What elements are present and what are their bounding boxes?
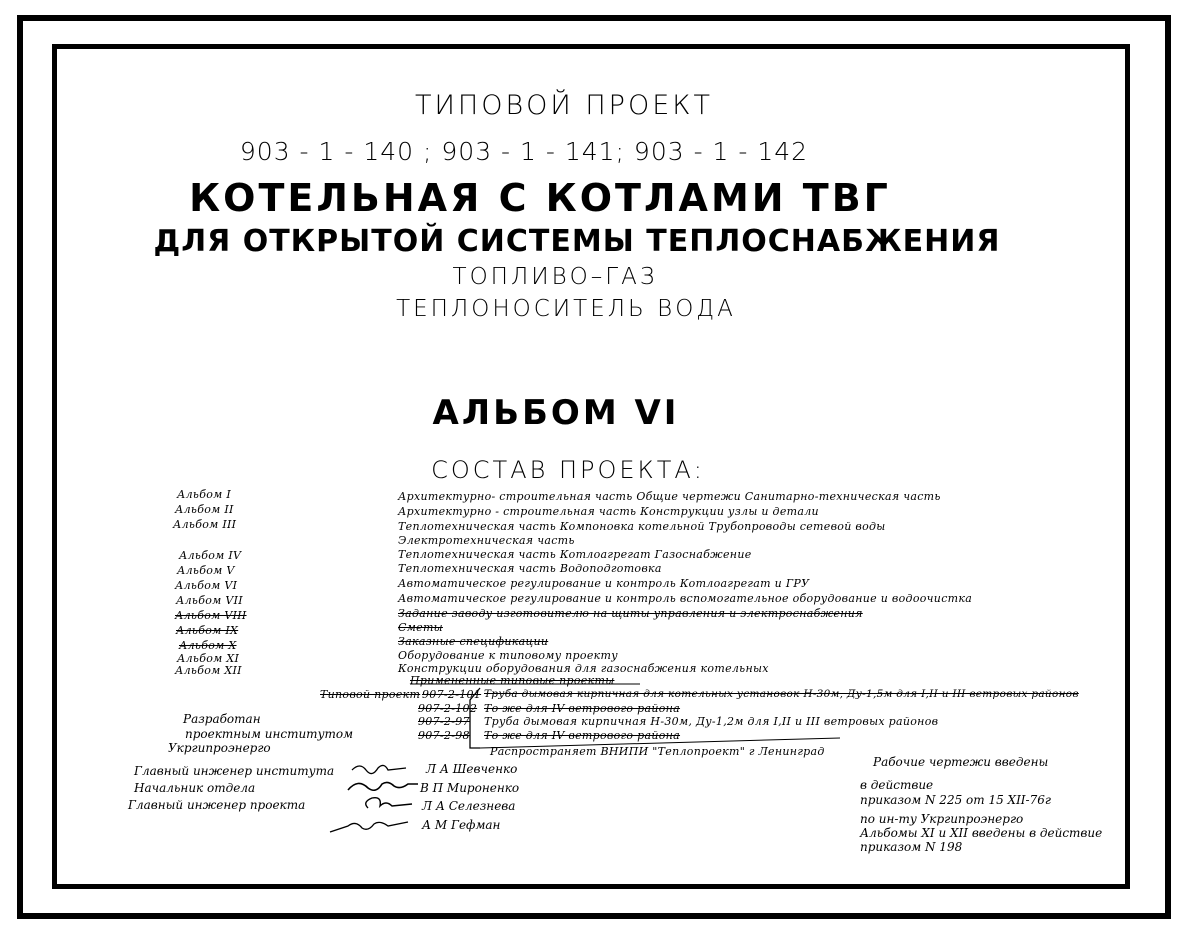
- distributor-note: Распространяет ВНИПИ "Теплопроект" г Ленинград: [490, 745, 825, 758]
- composition-item: Теплотехническая часть Котлоагрегат Газоснабжение: [398, 548, 752, 561]
- album-label-item: Альбом X: [179, 639, 237, 652]
- composition-item: Сметы: [398, 621, 443, 634]
- developer-line-1: Разработан: [183, 712, 261, 726]
- applied-code: 907-2-98: [418, 729, 470, 742]
- approval-line: Альбомы XI и XII введены в действие: [860, 826, 1103, 840]
- approval-line: приказом N 225 от 15 XII-76г: [860, 793, 1051, 807]
- signature-role: Главный инженер проекта: [128, 798, 306, 812]
- applied-code: 907-2-97: [418, 715, 470, 728]
- developer-line-3: Укргипроэнерго: [168, 741, 271, 755]
- composition-item: Архитектурно - строительная часть Конструкции узлы и детали: [398, 505, 819, 518]
- composition-item: Архитектурно- строительная часть Общие чертежи Санитарно-техническая часть: [398, 490, 941, 503]
- signature-name: В П Мироненко: [420, 781, 520, 795]
- album-label-item: Альбом III: [173, 518, 237, 531]
- album-label-item: Альбом V: [177, 564, 235, 577]
- signature-name: Л А Шевченко: [426, 762, 518, 776]
- applied-text: Труба дымовая кирпичная Н-30м, Ду-1,2м для I,II и III ветровых районов: [484, 715, 939, 728]
- applied-code: 907-2-102: [418, 702, 478, 715]
- album-label-item: Альбом IX: [176, 624, 239, 637]
- approval-line: Рабочие чертежи введены: [873, 755, 1049, 769]
- signature-role: Начальник отдела: [134, 781, 256, 795]
- album-label-item: Альбом XII: [175, 664, 242, 677]
- applied-text: Труба дымовая кирпичная для котельных установок Н-30м, Ду-1,5м для I,II и III ветровых районов: [484, 688, 1079, 700]
- fuel-line: ТОПЛИВО–ГАЗ: [452, 264, 658, 290]
- project-numbers: 903 - 1 - 140 ; 903 - 1 - 141; 903 - 1 - 142: [239, 137, 809, 166]
- applied-text: То же для IV ветрового района: [484, 702, 681, 715]
- signature-name: А М Гефман: [422, 818, 501, 832]
- album-label-item: Альбом XI: [177, 652, 240, 665]
- applied-text: То же для IV ветрового района: [484, 729, 681, 742]
- title-line-1: КОТЕЛЬНАЯ С КОТЛАМИ ТВГ: [189, 176, 891, 220]
- title-line-2: ДЛЯ ОТКРЫТОЙ СИСТЕМЫ ТЕПЛОСНАБЖЕНИЯ: [153, 224, 1001, 259]
- applied-code: 907-2-101: [422, 688, 482, 701]
- composition-item: Теплотехническая часть Компоновка котельной Трубопроводы сетевой воды: [398, 520, 886, 533]
- composition-item: Автоматическое регулирование и контроль Котлоагрегат и ГРУ: [398, 577, 810, 590]
- album-label-item: Альбом VI: [175, 579, 238, 592]
- album-label-item: Альбом VIII: [175, 609, 247, 622]
- composition-item: Автоматическое регулирование и контроль вспомогательное оборудование и водоочистка: [398, 592, 973, 605]
- applied-prefix: Типовой проект: [320, 688, 421, 701]
- composition-item: Конструкции оборудования для газоснабжения котельных: [398, 662, 769, 675]
- composition-item: Примененные типовые проекты: [410, 674, 615, 687]
- composition-item: Оборудование к типовому проекту: [398, 649, 618, 662]
- composition-item: Электротехническая часть: [398, 534, 575, 547]
- album-label-item: Альбом I: [177, 488, 232, 501]
- developer-line-2: проектным институтом: [185, 727, 354, 741]
- carrier-line: ТЕПЛОНОСИТЕЛЬ ВОДА: [396, 296, 736, 322]
- approval-line: в действие: [860, 778, 934, 792]
- composition-item: Задание заводу изготовителю на щиты управления и электроснабжения: [398, 607, 863, 620]
- approval-line: приказом N 198: [860, 840, 963, 854]
- signature-role: Главный инженер института: [134, 764, 335, 778]
- composition-heading: СОСТАВ ПРОЕКТА:: [431, 456, 705, 484]
- album-label: АЛЬБОМ VI: [432, 393, 680, 433]
- composition-item: Теплотехническая часть Водоподготовка: [398, 562, 662, 575]
- project-type: ТИПОВОЙ ПРОЕКТ: [415, 90, 713, 121]
- signature-name: Л А Селезнева: [422, 799, 516, 813]
- album-label-item: Альбом VII: [176, 594, 243, 607]
- approval-line: по ин-ту Укргипроэнерго: [860, 812, 1024, 826]
- album-label-item: Альбом IV: [179, 549, 242, 562]
- composition-item: Заказные спецификации: [398, 635, 549, 648]
- album-label-item: Альбом II: [175, 503, 234, 516]
